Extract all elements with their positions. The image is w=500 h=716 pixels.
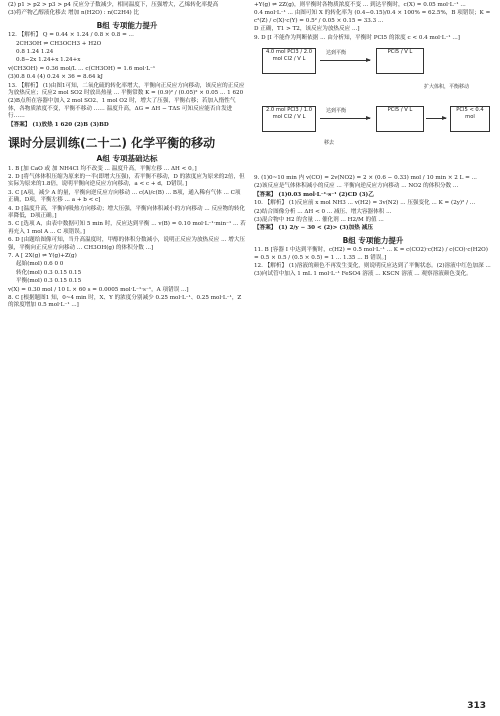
question-7: 7. A [ 2X(g) ⇌ Y(g)+Z(g) — [8, 252, 77, 259]
question-13: 13. 【解析】 (1)由图1可知，二氧化硫的转化率增大，平衡向正反应方向移动，该反应的正反应为放热反应；反应2 mol SO2 时放出热量 ... 平衡常数 K = (0.9)² / (0.05)² × 0.05 ... 1 620 — [8, 82, 245, 97]
question-8: 8. C [根据题图1 知，0~4 min 时，X、Y 的浓度分别减少 0.25 mol·L⁻¹、0.25 mol·L⁻¹，Z 的浓度增加 0.5 mol·L⁻¹ ...] — [8, 295, 242, 309]
question-4: 4. D [温度升高，平衡向吸热方向移动；增大压强，平衡向体积减小的方向移动 ... 反应物的转化率降低，D项正确。] — [8, 205, 246, 219]
arrow-label: 达到平衡 — [326, 50, 347, 57]
question-2: 2. D [将气体体积压缩为原来的一半(即增大压强)，若平衡不移动，D 的浓度应为原来的2倍，但实际为原来的1.8倍，说明平衡向逆反应方向移动，a < c + d，D错误。] — [8, 173, 245, 188]
arrow-label: 达到平衡 — [326, 108, 347, 115]
arrow-icon — [426, 118, 446, 119]
equation-line: v(X) = 0.30 mol / 10 L × 60 s = 0.0005 mol·L⁻¹·s⁻¹，A 项错误 ...] — [8, 286, 189, 293]
answer-9: 【答案】 (1)0.03 mol·L⁻¹·s⁻¹ (2)CD (3)乙 — [254, 191, 374, 198]
section-heading: B组 专项能力提升 — [342, 235, 404, 245]
container-box: PCl5 < 0.4 mol — [450, 106, 490, 132]
equation-line: 转化(mol) 0.3 0.15 0.15 — [16, 269, 82, 276]
question-10: 10. 【解析】 (1)反应前 x mol NH3 ... v(H2) = 3v(N2) ... 压强变化 ... K = (2y)² / ... — [254, 200, 476, 207]
page-number: 313 — [467, 700, 486, 711]
question-13-part: (2)B点所在容器中加入 2 mol SO2、1 mol O2 时，增大了压强，平衡右移；若加入惰性气体，各物质浓度不变，平衡不移动 …… 温度升高，ΔG = ΔH − TΔS 可知反应能否自发进行…… — [8, 98, 236, 120]
text-line: (2)结合图像分析 ... ΔH < 0 ... 减压、增大容器体积 ... — [254, 208, 392, 215]
container-box: 2.0 mol PCl3 / 1.0 mol Cl2 / V L — [262, 106, 316, 132]
question-12: 12. 【解析】 (1)溶液的颜色不再发生变化，则说明反应达到了平衡状态。(2)溶液中红色加深 ... (3)向试管中加入 1 mL 1 mol·L⁻¹ FeSO4 溶液 ... KSCN 溶液 ... 观察溶液颜色变化。 — [254, 263, 491, 277]
equation-line: (3)0.8 0.4 (4) 0.24 × 36 = 8.64 kJ — [8, 74, 103, 81]
container-box: PCl5 / V L — [376, 106, 424, 132]
question-1: 1. B [加 CaO 或 加 NH4Cl 均不改变 ... 温度升高，平衡左移 ... ΔH < 0。] — [8, 165, 197, 172]
text-line: (3)混合物中 H2 的含量 ... 催化剂 ... H2/M 的值 ... — [254, 217, 384, 224]
answer-line: (3)将产物乙醇液化移去 增加 n(H2O) : n(C2H4) 比 — [8, 10, 140, 17]
text-line: 0.4 mol·L⁻¹ ... 由图可知 X 的转化率为 (0.4−0.15)/0.4 × 100% = 62.5%，B 项错误；K = c²(Z) / c(X)·c(Y) = 0.5² / 0.05 × 0.15 = 33.3 ... — [254, 10, 491, 24]
section-heading: B组 专项能力提升 — [96, 20, 158, 30]
answer-10: 【答案】 (1) 2/y − 30 < (2)> (3)加热 减压 — [254, 225, 373, 232]
question-5: 5. C [选项 A，由表中数据可知 5 min 时，反应达到平衡 ... v(B) = 0.10 mol·L⁻¹·min⁻¹ ... 若再充入 1 mol A ... C 项错误。] — [8, 221, 246, 235]
arrow-icon — [320, 60, 370, 61]
equilibrium-diagram — [254, 44, 492, 172]
right-column — [254, 2, 492, 279]
container-box: PCl5 / V L — [376, 48, 424, 74]
equation-line: 2CH3OH ⇌ CH3OCH3 + H2O — [16, 40, 102, 47]
question-11: 11. B [容器 I 中达到平衡时，c(H2) = 0.5 mol·L⁻¹ ... K = c(CO2)·c(H2) / c(CO)·c(H2O) = 0.5 × 0.5 / (0.5 × 0.5) = 1 ... 1.35 ... B 错误。] — [254, 247, 488, 261]
question-12: 12. 【解析】 Q = 0.44 × 1.24 / 0.8 × 0.8 = ... — [8, 32, 134, 39]
arrow-label: 扩大体积，平衡移动 — [424, 84, 470, 91]
section-heading: A组 专项基础达标 — [96, 154, 158, 164]
question-3: 3. C [A项，减少 A 的量，平衡向逆反应方向移动 ... c(A)/c(B) ... B项，通入稀有气体 ... C项正确，D项，平衡左移 ... a + b < c] — [8, 189, 241, 204]
equation-line: 起始(mol) 0.6 0 0 — [16, 261, 64, 268]
equation-line: 平衡(mol) 0.3 0.15 0.15 — [16, 278, 82, 285]
lesson-title: 课时分层训练(二十二) 化学平衡的移动 — [8, 136, 216, 151]
answer-13: 【答案】 (1)放热 1 620 (2)B (3)BD — [8, 121, 109, 128]
left-column — [8, 2, 246, 311]
arrow-icon — [320, 118, 370, 119]
text-line: +Y(g) ⇌ 2Z(g)，则平衡时各物质浓度不变 ... 到达平衡时，c(X) = 0.05 mol·L⁻¹ ... — [254, 2, 466, 8]
container-box: 4.0 mol PCl3 / 2.0 mol Cl2 / V L — [262, 48, 316, 74]
answer-line: (2) p1 > p2 > p3 > p4 反应分子数减少，相同温度下，压强增大，乙烯转化率提高 — [8, 2, 219, 8]
text-line: D 正确，T1 > T2，该反应为放热反应 ...] — [254, 26, 360, 33]
question-9: 9. D [I 不能作为判断依据 ... 由分析知，平衡时 PCl5 的浓度 c < 0.4 mol·L⁻¹ ...] — [254, 34, 460, 41]
arrow-label: 移去 — [324, 140, 335, 147]
text-line: (2)该反应是气体体积减小的反应 ... 平衡向逆反应方向移动 ... NO2 的体积分数 ... — [254, 183, 459, 190]
question-6: 6. D [由题给图像可知，当升高温度时，甲醇的体积分数减小，说明正反应为放热反应 ... 增大压强，平衡向正反应方向移动 ... CH3OH(g) 的体积分数 ...] — [8, 237, 246, 251]
equation-line: 0.8 1.24 1.24 — [16, 49, 54, 56]
equation-line: 0.8−2x 1.24+x 1.24+x — [16, 57, 81, 64]
equation-line: v(CH3OH) = 0.36 mol/L … c(CH3OH) = 1.6 mol·L⁻¹ — [8, 65, 156, 72]
question-9-detail: 9. (1)0~10 min 内 v(CO) = 2v(NO2) = 2 × (0.6 − 0.33) mol / 10 min × 2 L = ... — [254, 175, 477, 182]
